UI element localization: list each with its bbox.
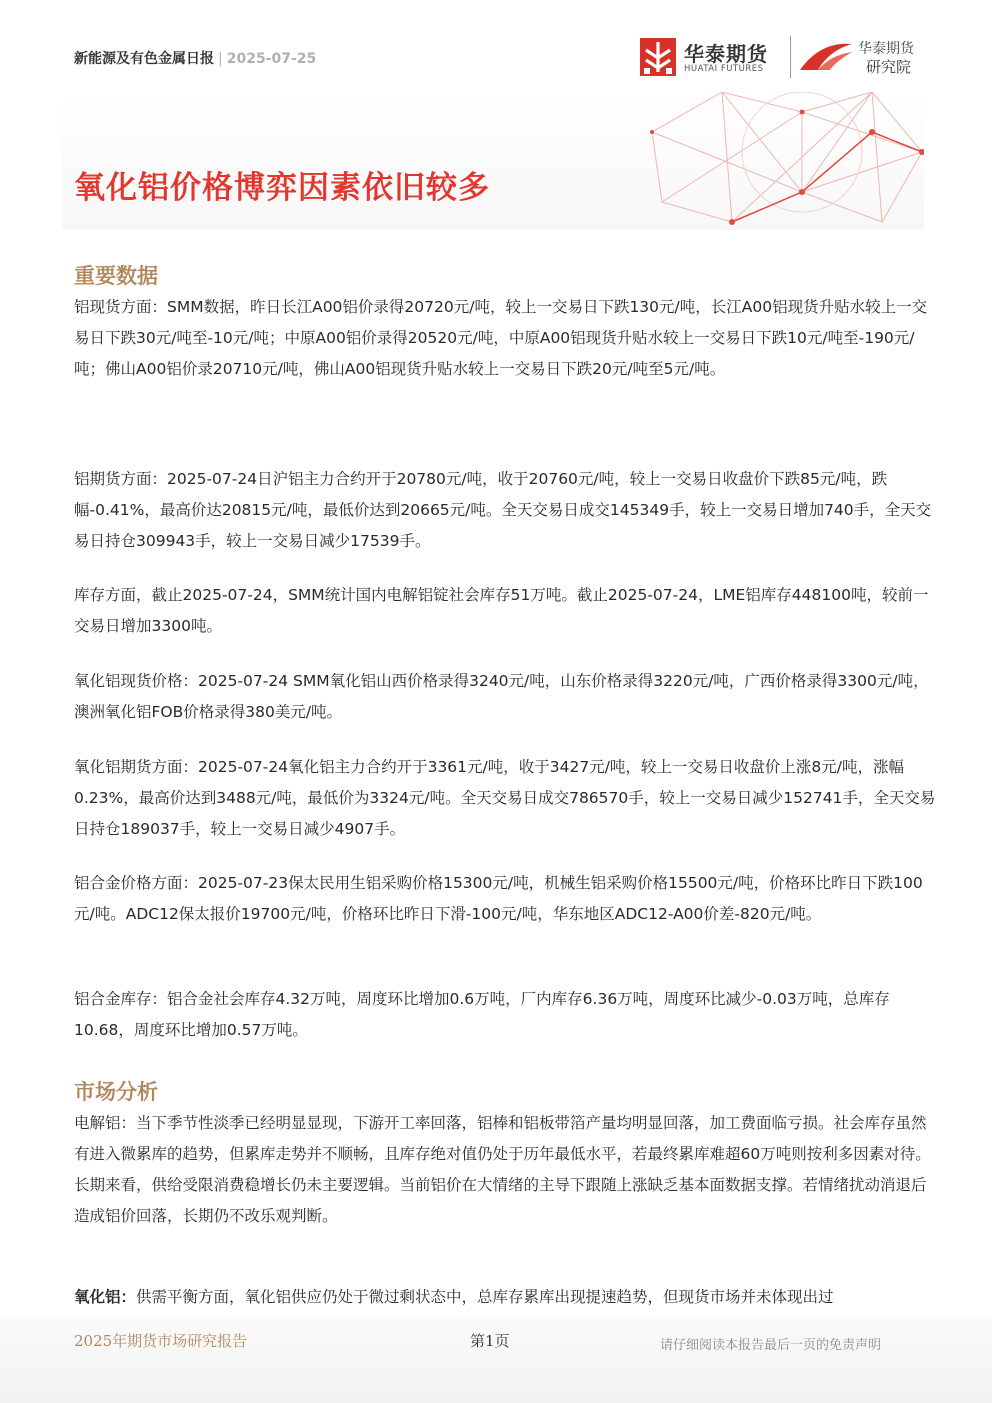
paragraph-alumina-futures: 氧化铝期货方面：2025-07-24氧化铝主力合约开于3361元/吨，收于3427元/吨，较上一交易日收盘价上涨8元/吨，涨幅0.23%，最高价达到3488元/吨，最低价为3324元/吨。全天交易日成交786570手，较上一交易日减少152741手，全天交易日持仓189037手，较上一交易日减少4907手。 <box>74 758 936 838</box>
footer-report-name: 2025年期货市场研究报告 <box>74 1332 248 1350</box>
network-decoration-icon <box>622 92 924 230</box>
paragraph-alumina-analysis <box>74 1282 938 1313</box>
report-date: 2025-07-25 <box>226 51 317 67</box>
paragraph-electrolytic-aluminum: 电解铝：当下季节性淡季已经明显显现，下游开工率回落，铝棒和铝板带箔产量均明显回落，加工费面临亏损。社会库存虽然有进入微累库的趋势，但累库走势并不顺畅，且库存绝对值仍处于历年最低水平，若最终累库难超60万吨则按利多因素对待。长期来看，供给受限消费稳增长仍未主要逻辑。当前铝价在大情绪的主导下跟随上涨缺乏基本面数据支撑。若情绪扰动消退后造成铝价回落，长期仍不改乐观判断。 <box>74 1114 931 1225</box>
institute-wing-icon <box>798 40 854 74</box>
header-separator: | <box>218 51 223 67</box>
footer-page-number: 第1页 <box>470 1332 510 1350</box>
institute-logo <box>798 36 928 80</box>
paragraph-alloy-inventory: 铝合金库存：铝合金社会库存4.32万吨，周度环比增加0.6万吨，厂内库存6.36万吨，周度环比减少-0.03万吨，总库存10.68，周度环比增加0.57万吨。 <box>74 990 890 1039</box>
logo-divider <box>790 36 791 78</box>
huatai-futures-logo <box>640 36 790 80</box>
paragraph-alumina-spot: 氧化铝现货价格：2025-07-24 SMM氧化铝山西价格录得3240元/吨，山东价格录得3220元/吨，广西价格录得3300元/吨，澳洲氧化铝FOB价格录得380美元/吨。 <box>74 672 929 721</box>
page-footer <box>0 1318 992 1403</box>
market-analysis-heading: 市场分析 <box>74 1080 158 1104</box>
key-data-heading: 重要数据 <box>74 264 158 288</box>
report-name: 新能源及有色金属日报 <box>74 51 214 67</box>
huatai-logo-mark-icon <box>640 38 676 76</box>
report-name-line <box>74 48 316 68</box>
institute-line1: 华泰期货 <box>858 41 914 57</box>
logo-chinese-name: 华泰期货 <box>684 42 768 66</box>
page-header <box>0 0 992 90</box>
paragraph-inventory: 库存方面，截止2025-07-24，SMM统计国内电解铝锭社会库存51万吨。截止2025-07-24，LME铝库存448100吨，较前一交易日增加3300吨。 <box>74 586 929 635</box>
paragraph-aluminum-futures: 铝期货方面：2025-07-24日沪铝主力合约开于20780元/吨，收于20760元/吨，较上一交易日收盘价下跌85元/吨，跌幅-0.41%，最高价达20815元/吨，最低价达到20665元/吨。全天交易日成交145349手，较上一交易日增加740手，全天交易日持仓309943手，较上一交易日减少17539手。 <box>74 470 932 550</box>
alumina-body: 供需平衡方面，氧化铝供应仍处于微过剩状态中，总库存累库出现提速趋势，但现货市场并未体现出过 <box>136 1288 834 1306</box>
paragraph-aluminum-spot: 铝现货方面：SMM数据，昨日长江A00铝价录得20720元/吨，较上一交易日下跌130元/吨，长江A00铝现货升贴水较上一交易日下跌30元/吨至-10元/吨；中原A00铝价录得20520元/吨，中原A00铝现货升贴水较上一交易日下跌10元/吨至-190元/吨；佛山A00铝价录20710元/吨，佛山A00铝现货升贴水较上一交易日下跌20元/吨至5元/吨。 <box>74 298 928 378</box>
alumina-lead: 氧化铝： <box>74 1288 137 1306</box>
page-title: 氧化铝价格博弈因素依旧较多 <box>74 170 490 206</box>
logo-english-name: HUATAI FUTURES <box>684 64 764 74</box>
footer-disclaimer-note: 请仔细阅读本报告最后一页的免责声明 <box>660 1338 882 1353</box>
paragraph-alloy-price: 铝合金价格方面：2025-07-23保太民用生铝采购价格15300元/吨，机械生铝采购价格15500元/吨，价格环比昨日下跌100元/吨。ADC12保太报价19700元/吨，价格环比昨日下滑-100元/吨，华东地区ADC12-A00价差-820元/吨。 <box>74 874 923 923</box>
title-banner <box>62 92 924 230</box>
institute-line2: 研究院 <box>866 58 912 76</box>
